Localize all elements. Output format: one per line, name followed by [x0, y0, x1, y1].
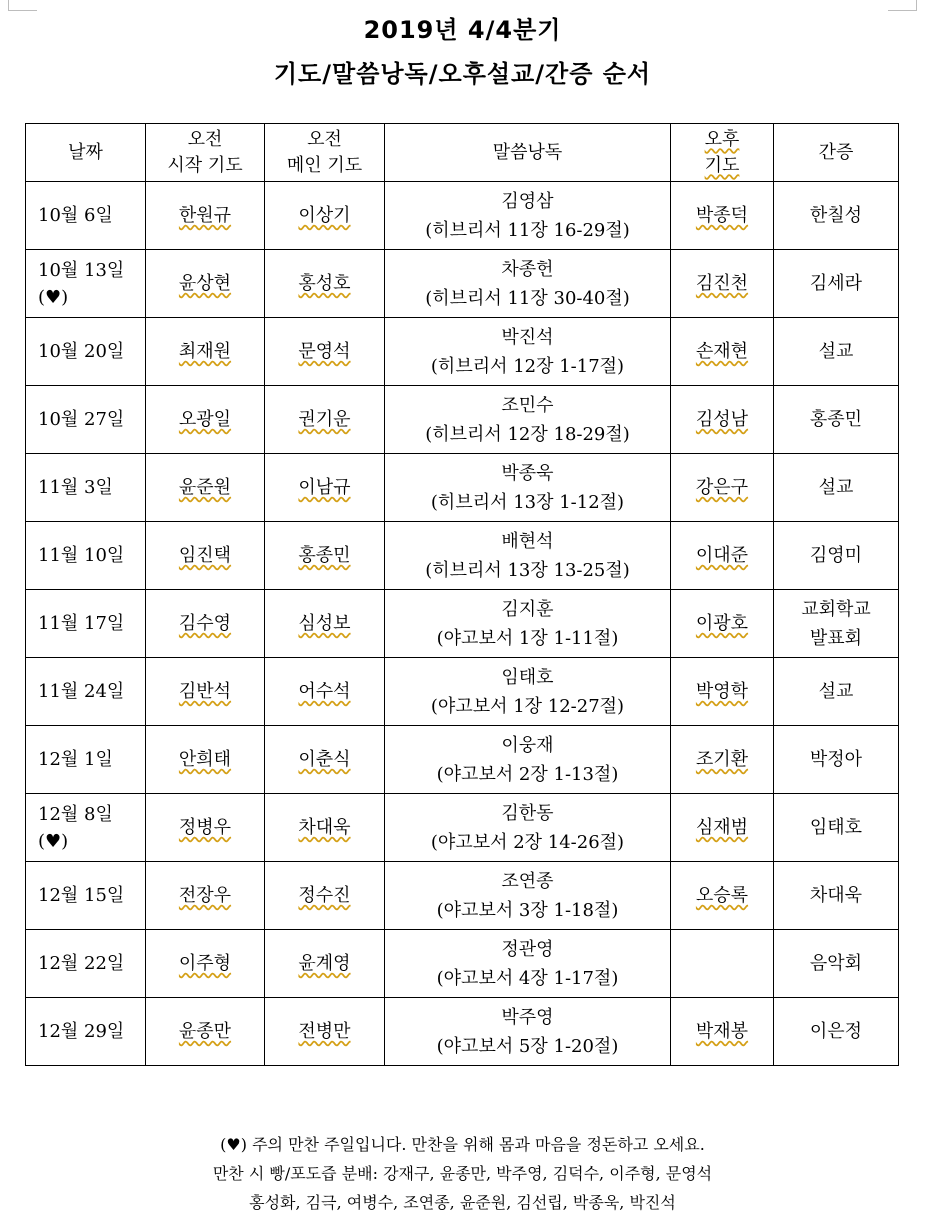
testimony-text: 음악회 [809, 953, 863, 974]
testimony-cell [774, 250, 899, 318]
date-text: 12월 8일 [38, 803, 113, 825]
am-start-prayer-cell [146, 318, 265, 386]
pm-prayer-name: 오승록 [695, 885, 749, 906]
header-pm-prayer: 오후 기도 [671, 124, 774, 182]
pm-prayer-name: 박종덕 [695, 205, 749, 226]
am-start-prayer-name: 임진택 [178, 545, 232, 566]
scripture-reading-cell [385, 726, 671, 794]
testimony-text: 김세라 [809, 273, 863, 294]
reader-name: 김한동 [501, 802, 554, 824]
am-main-prayer-name: 홍성호 [298, 273, 351, 294]
pm-prayer-cell [671, 590, 774, 658]
scripture-reading-cell [385, 998, 671, 1066]
am-main-prayer-name: 이남규 [298, 477, 351, 498]
testimony-text: 설교 [818, 681, 854, 702]
pm-prayer-cell [671, 930, 774, 998]
testimony-cell [774, 930, 899, 998]
am-start-prayer-name: 윤종만 [178, 1021, 232, 1042]
table-row [26, 862, 899, 930]
footer-distribution-line2: 홍성화, 김극, 여병수, 조연종, 윤준원, 김선립, 박종욱, 박진석 [249, 1193, 676, 1212]
pm-prayer-name: 강은구 [695, 477, 749, 498]
am-start-prayer-cell [146, 658, 265, 726]
scripture-reading-cell [385, 930, 671, 998]
am-main-prayer-cell [265, 862, 385, 930]
am-start-prayer-cell [146, 386, 265, 454]
am-start-prayer-name: 김반석 [178, 681, 232, 702]
pm-prayer-name: 박재봉 [695, 1021, 749, 1042]
testimony-cell [774, 182, 899, 250]
pm-prayer-name: 심재범 [695, 817, 749, 838]
document-subtitle: 기도/말씀낭독/오후설교/간증 순서 [273, 60, 652, 88]
testimony-text: 이은정 [809, 1021, 863, 1042]
am-start-prayer-cell [146, 522, 265, 590]
scripture-reading-cell [385, 250, 671, 318]
reader-name: 정관영 [501, 938, 554, 960]
am-start-prayer-name: 한원규 [178, 205, 232, 226]
footer-communion-note: (♥) 주의 만찬 주일입니다. 만찬을 위해 몸과 마음을 정돈하고 오세요. [220, 1135, 705, 1154]
table-row [26, 930, 899, 998]
testimony-text: 설교 [818, 341, 854, 362]
am-main-prayer-name: 이춘식 [298, 749, 351, 770]
pm-prayer-name: 조기환 [695, 749, 749, 770]
am-main-prayer-cell [265, 454, 385, 522]
testimony-text: 김영미 [809, 545, 863, 566]
am-main-prayer-cell [265, 726, 385, 794]
testimony-text: 교회학교 [801, 598, 871, 620]
am-main-prayer-name: 정수진 [298, 885, 351, 906]
pm-prayer-name: 이대준 [695, 545, 749, 566]
am-start-prayer-cell [146, 454, 265, 522]
testimony-cell [774, 862, 899, 930]
scripture-reading-cell [385, 794, 671, 862]
am-start-prayer-cell [146, 590, 265, 658]
table-row [26, 386, 899, 454]
reader-name: 김영삼 [501, 190, 554, 212]
am-main-prayer-cell [265, 794, 385, 862]
schedule-table [25, 123, 899, 1066]
pm-prayer-cell [671, 318, 774, 386]
date-cell [26, 386, 146, 454]
date-text: 12월 29일 [38, 1021, 125, 1042]
am-start-prayer-cell [146, 726, 265, 794]
pm-prayer-cell [671, 522, 774, 590]
scripture-passage: (야고보서 1장 12-27절) [430, 695, 625, 717]
am-start-prayer-name: 김수영 [178, 613, 232, 634]
header-testimony: 간증 [774, 124, 899, 182]
table-row [26, 590, 899, 658]
reader-name: 차종헌 [501, 258, 554, 280]
reader-name: 임태호 [501, 666, 554, 688]
testimony-text: 설교 [818, 477, 854, 498]
scripture-passage: (야고보서 5장 1-20절) [436, 1035, 619, 1057]
date-text: 11월 24일 [38, 681, 125, 702]
scripture-reading-cell [385, 522, 671, 590]
am-main-prayer-cell [265, 386, 385, 454]
date-text: 12월 22일 [38, 953, 125, 974]
am-main-prayer-name: 홍종민 [298, 545, 351, 566]
am-main-prayer-cell [265, 182, 385, 250]
header-am-main-prayer: 오전 메인 기도 [265, 124, 385, 182]
am-start-prayer-cell [146, 250, 265, 318]
pm-prayer-cell [671, 658, 774, 726]
table-row [26, 794, 899, 862]
header-am-start-prayer: 오전 시작 기도 [146, 124, 265, 182]
table-row [26, 522, 899, 590]
am-start-prayer-cell [146, 862, 265, 930]
testimony-cell [774, 658, 899, 726]
communion-marker: (♥) [38, 830, 69, 852]
am-main-prayer-cell [265, 658, 385, 726]
pm-prayer-cell [671, 998, 774, 1066]
reader-name: 이웅재 [501, 734, 554, 756]
date-text: 11월 3일 [38, 477, 113, 498]
am-main-prayer-cell [265, 522, 385, 590]
date-text: 10월 27일 [38, 409, 125, 430]
pm-prayer-cell [671, 726, 774, 794]
date-text: 12월 15일 [38, 885, 125, 906]
table-header-row [26, 124, 899, 182]
table-row [26, 726, 899, 794]
pm-prayer-name: 김진천 [695, 273, 749, 294]
pm-prayer-cell [671, 862, 774, 930]
am-start-prayer-cell [146, 794, 265, 862]
header-scripture-reading: 말씀낭독 [385, 124, 671, 182]
pm-prayer-name: 이광호 [695, 613, 749, 634]
scripture-passage: (야고보서 2장 14-26절) [430, 831, 625, 853]
am-start-prayer-name: 안희태 [178, 749, 232, 770]
scripture-passage: (히브리서 12장 1-17절) [430, 355, 625, 377]
date-text: 11월 10일 [38, 545, 125, 566]
date-cell [26, 454, 146, 522]
testimony-text: 한칠성 [809, 205, 863, 226]
scripture-reading-cell [385, 386, 671, 454]
reader-name: 박진석 [501, 326, 554, 348]
am-main-prayer-name: 전병만 [298, 1021, 351, 1042]
am-start-prayer-cell [146, 182, 265, 250]
testimony-text-line2: 발표회 [809, 627, 863, 649]
scripture-reading-cell [385, 658, 671, 726]
am-main-prayer-name: 이상기 [298, 205, 351, 226]
pm-prayer-cell [671, 794, 774, 862]
table-row [26, 998, 899, 1066]
reader-name: 김지훈 [501, 598, 554, 620]
date-cell [26, 182, 146, 250]
testimony-text: 임태호 [809, 817, 863, 838]
table-row [26, 182, 899, 250]
am-main-prayer-name: 권기운 [298, 409, 351, 430]
am-start-prayer-name: 최재원 [178, 341, 232, 362]
testimony-cell [774, 998, 899, 1066]
pm-prayer-name: 손재현 [695, 341, 749, 362]
document-title: 2019년 4/4분기 [363, 16, 562, 44]
testimony-cell [774, 318, 899, 386]
am-main-prayer-cell [265, 930, 385, 998]
pm-prayer-cell [671, 250, 774, 318]
date-cell [26, 522, 146, 590]
am-start-prayer-cell [146, 998, 265, 1066]
am-start-prayer-name: 윤준원 [178, 477, 232, 498]
am-main-prayer-name: 윤계영 [298, 953, 351, 974]
am-start-prayer-cell [146, 930, 265, 998]
scripture-passage: (야고보서 3장 1-18절) [436, 899, 619, 921]
testimony-text: 차대욱 [809, 885, 863, 906]
header-date: 날짜 [26, 124, 146, 182]
am-main-prayer-name: 차대욱 [298, 817, 351, 838]
reader-name: 조연종 [501, 870, 554, 892]
am-start-prayer-name: 전장우 [178, 885, 232, 906]
pm-prayer-name: 박영학 [695, 681, 749, 702]
am-main-prayer-name: 심성보 [298, 613, 351, 634]
table-row [26, 454, 899, 522]
testimony-cell [774, 726, 899, 794]
date-cell [26, 998, 146, 1066]
testimony-cell [774, 522, 899, 590]
testimony-cell [774, 794, 899, 862]
date-text: 11월 17일 [38, 613, 125, 634]
date-text: 10월 6일 [38, 205, 113, 226]
reader-name: 조민수 [501, 394, 554, 416]
reader-name: 박종욱 [501, 462, 554, 484]
table-row [26, 658, 899, 726]
pm-prayer-name: 김성남 [695, 409, 749, 430]
am-main-prayer-cell [265, 250, 385, 318]
scripture-reading-cell [385, 318, 671, 386]
scripture-passage: (히브리서 11장 30-40절) [425, 287, 630, 309]
scripture-passage: (야고보서 1장 1-11절) [436, 627, 619, 649]
date-cell [26, 318, 146, 386]
scripture-passage: (히브리서 13장 1-12절) [430, 491, 625, 513]
footer-distribution-line1: 만찬 시 빵/포도즙 분배: 강재구, 윤종만, 박주영, 김덕수, 이주형, 문영석 [212, 1164, 713, 1183]
am-start-prayer-name: 정병우 [178, 817, 232, 838]
date-text: 10월 20일 [38, 341, 125, 362]
date-cell [26, 726, 146, 794]
scripture-passage: (히브리서 11장 16-29절) [425, 219, 630, 241]
scripture-reading-cell [385, 862, 671, 930]
am-main-prayer-name: 문영석 [298, 341, 351, 362]
date-cell [26, 862, 146, 930]
testimony-cell [774, 386, 899, 454]
pm-prayer-cell [671, 454, 774, 522]
table-row [26, 250, 899, 318]
date-cell [26, 590, 146, 658]
am-main-prayer-cell [265, 998, 385, 1066]
am-start-prayer-name: 윤상현 [178, 273, 232, 294]
pm-prayer-cell [671, 386, 774, 454]
communion-marker: (♥) [38, 286, 69, 308]
testimony-text: 박정아 [809, 749, 863, 770]
date-text: 12월 1일 [38, 749, 113, 770]
am-start-prayer-name: 이주형 [178, 953, 232, 974]
pm-prayer-cell [671, 182, 774, 250]
testimony-cell [774, 454, 899, 522]
scripture-passage: (히브리서 13장 13-25절) [425, 559, 630, 581]
scripture-passage: (야고보서 4장 1-17절) [436, 967, 619, 989]
date-cell [26, 250, 146, 318]
date-cell [26, 658, 146, 726]
am-main-prayer-name: 어수석 [298, 681, 351, 702]
scripture-passage: (히브리서 12장 18-29절) [425, 423, 630, 445]
testimony-text: 홍종민 [809, 409, 863, 430]
table-row [26, 318, 899, 386]
scripture-passage: (야고보서 2장 1-13절) [436, 763, 619, 785]
testimony-cell [774, 590, 899, 658]
date-cell [26, 794, 146, 862]
am-start-prayer-name: 오광일 [178, 409, 232, 430]
reader-name: 배현석 [501, 530, 554, 552]
am-main-prayer-cell [265, 590, 385, 658]
am-main-prayer-cell [265, 318, 385, 386]
scripture-reading-cell [385, 590, 671, 658]
date-cell [26, 930, 146, 998]
scripture-reading-cell [385, 182, 671, 250]
scripture-reading-cell [385, 454, 671, 522]
date-text: 10월 13일 [38, 259, 125, 281]
reader-name: 박주영 [501, 1006, 554, 1028]
